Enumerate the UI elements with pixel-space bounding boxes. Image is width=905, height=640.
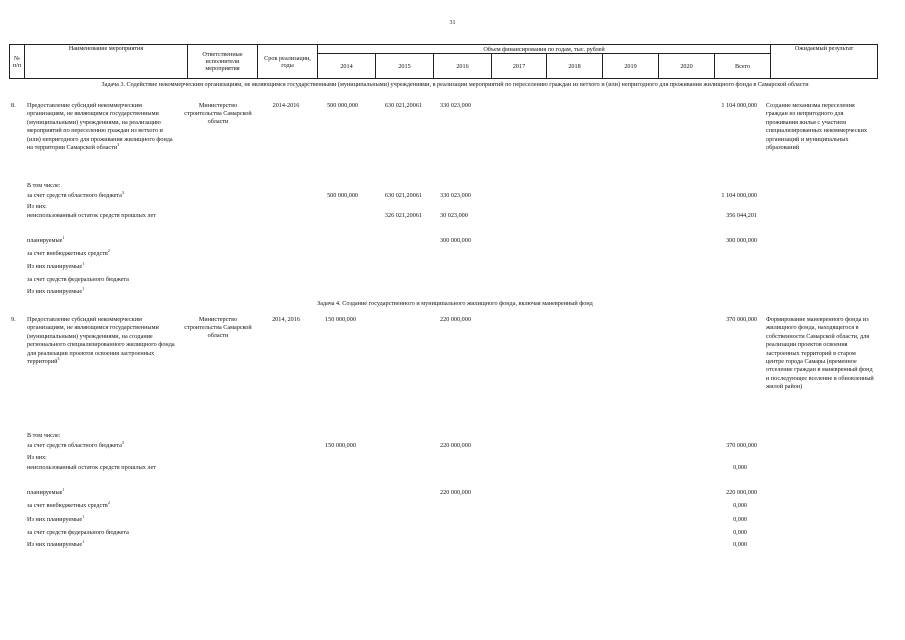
row8-unused-total: 356 044,201 (726, 212, 757, 219)
row8-regional-label: за счет средств областного бюджета$^3$ (27, 189, 124, 199)
header-year: 2017 (492, 54, 547, 79)
row9-planned-2016: 220 000,000 (440, 489, 471, 496)
row9-unused-total: 0,000 (733, 464, 747, 471)
header-name: Наименование мероприятия (25, 45, 188, 79)
row9-regional-total: 370 000,000 (726, 442, 757, 449)
row9-planned-total: 220 000,000 (726, 489, 757, 496)
row9-regional-2014: 150 000,000 (325, 442, 356, 449)
header-year: 2014 (318, 54, 376, 79)
row9-federal-planned: Из них планируемые$^1$ (27, 538, 85, 548)
header-term: Срок реализации, годы (258, 45, 318, 79)
row8-responsible: Министерство строительства Самарской области (184, 102, 252, 125)
row8-regional-2015: 630 021,20061 (384, 192, 422, 199)
row9-regional-2016: 220 000,000 (440, 442, 471, 449)
row9-total: 370 000,000 (726, 316, 757, 323)
page-number: 31 (449, 20, 456, 26)
row9-responsible: Министерство строительства Самарской области (184, 316, 252, 339)
row8-regional-total: 1 104 000,000 (721, 192, 757, 199)
row9-extrabudget-planned: Из них планируемые$^1$ (27, 513, 85, 523)
row8-number: 8. (11, 102, 16, 109)
row8-unused-label: неиспользованный остаток средств прошлых лет (27, 212, 156, 219)
row9-in-total: В том числе: (27, 432, 61, 439)
header-year: 2020 (659, 54, 715, 79)
row8-unused-2015: 326 021,20061 (384, 212, 422, 219)
row8-planned-total: 300 000,000 (726, 237, 757, 244)
row8-extrabudget-label: за счет внебюджетных средств$^2$ (27, 247, 110, 257)
row8-regional-2016: 330 023,000 (440, 192, 471, 199)
row9-extrabudget-planned-total: 0,000 (733, 516, 747, 523)
row9-2014: 150 000,000 (325, 316, 356, 323)
row9-federal-planned-total: 0,000 (733, 541, 747, 548)
row8-federal-label: за счет средств федерального бюджета (27, 276, 129, 283)
header-total: Всего (715, 54, 771, 79)
row8-2015: 630 021,20061 (384, 102, 422, 109)
task4-heading: Задача 4. Создание государственного и муниципального жилищного фонда, включая маневренный фонд (317, 300, 593, 307)
row9-federal-label: за счет средств федерального бюджета (27, 529, 129, 536)
row8-total: 1 104 000,000 (721, 102, 757, 109)
row9-of-them: Из них: (27, 454, 47, 461)
header-year: 2019 (603, 54, 659, 79)
row8-planned-label: планируемые$^1$ (27, 234, 65, 244)
row8-2014: 500 000,000 (327, 102, 358, 109)
header-year: 2015 (376, 54, 434, 79)
row9-federal-total: 0,000 (733, 529, 747, 536)
header-volume: Объем финансирования по годам, тыс. рублей (318, 45, 771, 54)
row9-2016: 220 000,000 (440, 316, 471, 323)
row9-extrabudget-label: за счет внебюджетных средств$^2$ (27, 499, 110, 509)
row9-unused-label: неиспользованный остаток средств прошлых лет (27, 464, 156, 471)
row8-of-them: Из них: (27, 203, 47, 210)
task3-heading: Задача 3. Содействие некоммерческим организациям, не являющимся государственными (муниципальными) учреждениями, в реализации мероприятий по переселению граждан из ветхого и (или) непригодного для проживания жилищного фонда в Самарской области (101, 81, 809, 88)
row8-extrabudget-planned: Из них планируемые$^1$ (27, 260, 85, 270)
row8-in-total: В том числе: (27, 182, 61, 189)
header-year: 2016 (434, 54, 492, 79)
table-header (9, 44, 878, 79)
row9-result: Формирование маневренного фонда из жилищного фонда, находящегося в собственности Самарской области, для реализации проектов освоения застроенных территорий в старом центре города Самары (временное отселение граждан в маневренный фонд и последующее вселение в обновленный жилой район) (766, 316, 874, 391)
row9-term: 2014, 2016 (272, 316, 300, 323)
row8-name: Предоставление субсидий некоммерческим организациям, не являющимся государственными (муниципальными) учреждениями, на реализацию мероприятий по переселению граждан из ветхого и (или) непригодного для проживания жилищного фонда на территории Самарской области$^3$ (27, 102, 173, 152)
row8-planned-2016: 300 000,000 (440, 237, 471, 244)
row9-planned-label: планируемые$^1$ (27, 486, 65, 496)
row8-2016: 330 023,000 (440, 102, 471, 109)
row8-term: 2014-2016 (272, 102, 300, 109)
row9-number: 9. (11, 316, 16, 323)
header-no: № п/п (10, 45, 25, 79)
header-result: Ожидаемый результат (771, 45, 878, 79)
row9-name: Предоставление субсидий некоммерческим организациям, не являющимся государственными (муниципальными) учреждениями, на создание регионального специализированного жилищного фонда для реализации проектов освоения застроенных территорий$^3$ (27, 316, 175, 366)
row8-unused-2016: 30 023,000 (440, 212, 468, 219)
row9-regional-label: за счет средств областного бюджета$^3$ (27, 439, 124, 449)
header-year: 2018 (547, 54, 603, 79)
row9-extrabudget-total: 0,000 (733, 502, 747, 509)
row8-regional-2014: 500 000,000 (327, 192, 358, 199)
row8-federal-planned: Из них планируемые$^1$ (27, 285, 85, 295)
header-responsible: Ответственные исполнители мероприятия (188, 45, 258, 79)
row8-result: Создание механизма переселения граждан из непригодного для проживания жилья с участием специализированных некоммерческих организаций и муниципальных образований (766, 102, 867, 152)
